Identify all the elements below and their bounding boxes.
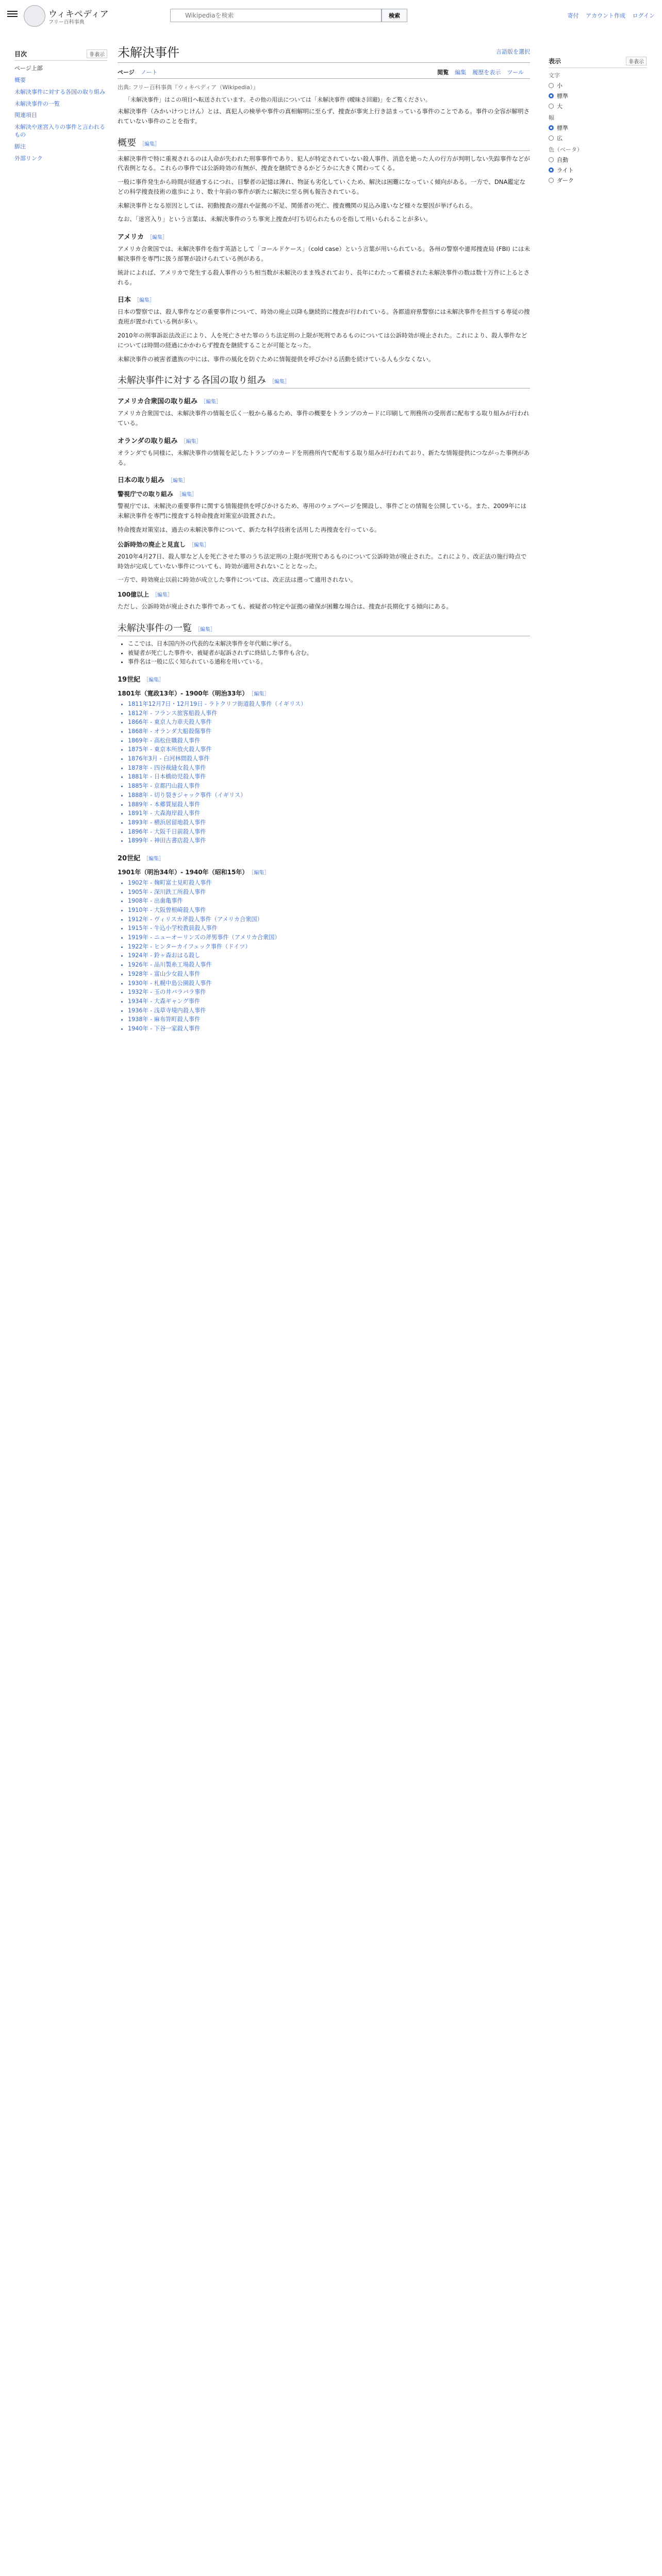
radio-color-light[interactable]: [549, 166, 647, 174]
list-item: • 事件名は一般に広く知られている通称を用いている。: [128, 657, 530, 667]
subsubsection-heading: [118, 590, 530, 599]
search-button[interactable]: 検索: [382, 9, 407, 22]
edit-link[interactable]: ［編集］: [269, 379, 290, 385]
donate-link[interactable]: 寄付: [567, 12, 579, 19]
toc-item[interactable]: 関連項目: [14, 112, 37, 119]
subsection-heading: [118, 853, 530, 862]
edit-link[interactable]: ［編集］: [180, 438, 202, 445]
case-list-item[interactable]: • 1869年 - 高松住職殺人事件: [128, 736, 530, 745]
case-list-item[interactable]: • 1891年 - 大森海岸殺人事件: [128, 809, 530, 818]
toc-item[interactable]: 脚注: [14, 143, 26, 150]
article-content: [118, 33, 530, 1038]
text-size-label: 文字: [549, 72, 560, 79]
color-label: 色（ベータ）: [549, 146, 583, 153]
case-list-item[interactable]: • 1919年 - ニューオーリンズの斧男事件（アメリカ合衆国）: [128, 933, 530, 942]
table-of-contents: [14, 49, 107, 167]
case-list-item[interactable]: • 1899年 - 神田古書店殺人事件: [128, 836, 530, 845]
tab-read[interactable]: 閲覧: [437, 69, 449, 76]
edit-link[interactable]: ［編集］: [189, 542, 210, 548]
paragraph: 特命捜査対策室は、過去の未解決事件について、新たな科学技術を活用した再捜査を行っている。: [118, 526, 380, 533]
case-list-1801-1900: [128, 700, 530, 845]
login-link[interactable]: ログイン: [632, 12, 655, 19]
tab-edit[interactable]: 編集: [455, 69, 467, 76]
radio-icon: [549, 157, 554, 162]
toc-item[interactable]: 未解決事件に対する各国の取り組み: [14, 88, 105, 95]
subsubsection-title: 100億以上: [118, 591, 150, 599]
wikipedia-logo[interactable]: [24, 5, 45, 27]
paragraph: オランダでも同様に、未解決事件の情報を記したトランプのカードを刑務所内で配布する取り組みが行われており、新たな情報提供につながった事例がある。: [118, 449, 530, 466]
case-list-item[interactable]: • 1934年 - 大森ギャング事件: [128, 997, 530, 1006]
section-heading: [118, 621, 530, 636]
section-title: 未解決事件に対する各国の取り組み: [118, 375, 266, 386]
radio-icon: [549, 83, 554, 88]
radio-text-small[interactable]: [549, 81, 647, 90]
radio-selected-icon: [549, 167, 554, 173]
edit-link[interactable]: ［編集］: [201, 399, 222, 405]
radio-text-standard[interactable]: [549, 92, 647, 100]
case-list-item[interactable]: • 1912年 - ヴィリスカ斧殺人事件（アメリカ合衆国）: [128, 915, 530, 924]
case-list-item[interactable]: • 1878年 - 四谷裁縫女殺人事件: [128, 764, 530, 773]
case-list-item[interactable]: • 1875年 - 東京本所放火殺人事件: [128, 745, 530, 754]
paragraph: 未解決事件となる原因としては、初動捜査の遅れや証拠の不足、関係者の死亡、捜査機関の見込み違いなど様々な要因が挙げられる。: [118, 201, 476, 209]
paragraph: 一般に事件発生から時間が経過するにつれ、目撃者の記憶は薄れ、物証も劣化していくため、解決は困難になっていく傾向がある。一方で、DNA鑑定などの科学捜査技術の進歩により、数十年前の事件が新たに解決に至る例も報告されている。: [118, 178, 526, 195]
subsubsection-heading: [118, 489, 530, 498]
subsection-heading: [118, 294, 530, 304]
edit-link[interactable]: ［編集］: [143, 856, 164, 862]
case-list-item[interactable]: • 1940年 - 下谷一家殺人事件: [128, 1024, 530, 1033]
subsection-title: アメリカ: [118, 233, 144, 242]
toc-title: 目次: [14, 50, 27, 58]
page-title: 未解決事件: [118, 45, 179, 60]
radio-text-large[interactable]: [549, 102, 647, 110]
width-label: 幅: [549, 114, 554, 121]
language-selector[interactable]: 言語版を選択: [496, 48, 530, 55]
subsubsection-title: 1901年（明治34年）- 1940年（昭和15年）: [118, 868, 249, 876]
section-heading: [118, 135, 530, 151]
subsection-heading: [118, 674, 530, 684]
radio-icon: [549, 104, 554, 109]
notes-list: [128, 639, 530, 667]
site-name[interactable]: ウィキペディア: [48, 9, 109, 20]
case-list-item[interactable]: • 1932年 - 玉の井バラバラ事件: [128, 988, 530, 997]
edit-link[interactable]: ［編集］: [143, 677, 164, 683]
case-list-item[interactable]: • 1866年 - 東京人力車夫殺人事件: [128, 718, 530, 727]
edit-link[interactable]: ［編集］: [195, 626, 216, 633]
subsection-heading: [118, 396, 530, 405]
edit-link[interactable]: ［編集］: [139, 141, 160, 147]
subsection-title: オランダの取り組み: [118, 437, 178, 445]
case-list-item[interactable]: • 1908年 - 出歯亀事件: [128, 896, 530, 906]
section-title: 概要: [118, 137, 136, 148]
page-title-bar: [118, 42, 530, 63]
case-list-item[interactable]: • 1889年 - 本郷質屋殺人事件: [128, 800, 530, 809]
radio-selected-icon: [549, 93, 554, 98]
case-list-item[interactable]: • 1811年12月7日・12月19日 - ラトクリフ街道殺人事件（イギリス）: [128, 700, 530, 709]
header: [0, 0, 662, 30]
subsection-heading: [118, 435, 530, 445]
case-list-item[interactable]: • 1915年 - 牛込小学校教員殺人事件: [128, 924, 530, 933]
case-list-1901-1940: [128, 878, 530, 1033]
case-list-item[interactable]: • 1885年 - 京都円山殺人事件: [128, 782, 530, 791]
edit-link[interactable]: ［編集］: [134, 298, 155, 304]
case-list-item[interactable]: • 1936年 - 浅草寺境内殺人事件: [128, 1006, 530, 1015]
case-list-item[interactable]: • 1928年 - 富山少女殺人事件: [128, 970, 530, 979]
radio-width-standard[interactable]: [549, 124, 647, 132]
radio-width-wide[interactable]: [549, 134, 647, 142]
radio-icon: [549, 178, 554, 183]
from-note: 出典: フリー百科事典『ウィキペディア（Wikipedia）』: [118, 84, 259, 91]
subsection-title: 日本: [118, 296, 131, 304]
tab-history[interactable]: 履歴を表示: [472, 69, 501, 76]
edit-link[interactable]: ［編集］: [176, 492, 197, 498]
search-input[interactable]: [170, 9, 382, 22]
lead-paragraph: 未解決事件（みかいけつじけん）とは、真犯人の検挙や事件の真相解明に至らず、捜査が事実上行き詰まっている事件のことである。事件の全容が解明されていない事件のことを指す。: [118, 108, 530, 125]
subsection-title: 19世紀: [118, 675, 141, 684]
toc-item[interactable]: 未解決や迷宮入りの事件と言われるもの: [14, 124, 105, 139]
toc-item[interactable]: 未解決事件の一覧: [14, 100, 60, 107]
case-list-item[interactable]: • 1896年 - 大阪千日前殺人事件: [128, 827, 530, 837]
paragraph: 2010年の刑事訴訟法改正により、人を死亡させた罪のうち法定刑の上限が死刑であるものについては公訴時効が廃止された。これにより、殺人事件などについては時間の経過にかかわらず捜査を継続することが可能となった。: [118, 331, 527, 349]
case-list-item[interactable]: • 1905年 - 深川鉄工所殺人事件: [128, 888, 530, 897]
site-tagline: フリー百科事典: [48, 20, 85, 25]
toc-item[interactable]: 外部リンク: [14, 155, 43, 162]
case-list-item[interactable]: • 1876年3月 - 白河林間殺人事件: [128, 754, 530, 764]
case-list-item[interactable]: • 1893年 - 横浜居留地殺人事件: [128, 818, 530, 827]
paragraph: 一方で、時効廃止以前に時効が成立した事件については、改正法は遡って適用されない。: [118, 576, 357, 584]
subsection-heading: [118, 474, 530, 484]
toc-hide-button[interactable]: 非表示: [87, 49, 107, 58]
appearance-panel: [549, 52, 647, 187]
paragraph: 2010年4月27日、殺人罪など人を死亡させた罪のうち法定刑の上限が死刑であるものについて公訴時効が廃止された。これにより、改正法の施行時点で時効が完成していない事件についても、時効が適用されないこととなった。: [118, 552, 527, 570]
toc-item-top[interactable]: ページ上部: [14, 65, 43, 72]
tab-tools[interactable]: ツール: [507, 69, 524, 76]
page-tabs: [118, 66, 530, 79]
radio-selected-icon: [549, 125, 554, 130]
case-list-item[interactable]: • 1881年 - 日本橋幼児殺人事件: [128, 772, 530, 782]
radio-icon: [549, 135, 554, 141]
radio-color-dark[interactable]: [549, 176, 647, 184]
tab-page[interactable]: ページ: [118, 69, 135, 76]
case-list-item[interactable]: • 1910年 - 大阪曾根崎殺人事件: [128, 906, 530, 915]
case-list-item[interactable]: • 1924年 - 鈴ヶ森おはる殺し: [128, 951, 530, 960]
paragraph: アメリカ合衆国では、未解決事件の情報を広く一般から募るため、事件の概要をトランプのカードに印刷して刑務所の受刑者に配布する取り組みが行われている。: [118, 410, 529, 427]
case-list-item[interactable]: • 1930年 - 札幌中島公園殺人事件: [128, 979, 530, 988]
case-list-item[interactable]: • 1812年 - フランス旅客船殺人事件: [128, 709, 530, 718]
create-account-link[interactable]: アカウント作成: [586, 12, 626, 19]
subsubsection-title: 1801年（寛政13年）- 1900年（明治33年）: [118, 689, 249, 697]
case-list-item[interactable]: • 1888年 - 切り裂きジャック事件（イギリス）: [128, 791, 530, 800]
paragraph: 未解決事件で特に重視されるのは人命が失われた刑事事件であり、犯人が特定されていない殺人事件、消息を絶った人の行方が判明しない失踪事件などが代表例となる。これらの事件では公訴時効の有無が、捜査を継続できるかどうかに大きく関わってくる。: [118, 155, 530, 172]
paragraph: 未解決事件の被害者遺族の中には、事件の風化を防ぐために情報提供を呼びかける活動を続けている人も少なくない。: [118, 355, 435, 363]
edit-link[interactable]: ［編集］: [152, 592, 173, 599]
edit-link[interactable]: ［編集］: [251, 691, 270, 697]
subsection-title: 20世紀: [118, 854, 141, 862]
search-box: [170, 9, 400, 22]
toc-item[interactable]: 概要: [14, 76, 26, 83]
paragraph: アメリカ合衆国では、未解決事件を指す英語として「コールドケース」（cold case）という言葉が用いられている。各州の警察や連邦捜査局 (FBI) には未解決事件を専門に扱う部署が設けられている例がある。: [118, 245, 531, 263]
paragraph: 統計によれば、アメリカで発生する殺人事件のうち相当数が未解決のまま残されており、長年にわたって蓄積された未解決事件の数は数十万件に上るとされる。: [118, 268, 530, 286]
subsubsection-title: 警視庁での取り組み: [118, 490, 174, 498]
radio-label: 自動: [557, 157, 568, 163]
radio-label: ダーク: [557, 177, 574, 184]
subsection-title: アメリカ合衆国の取り組み: [118, 398, 198, 406]
main-menu-icon[interactable]: [7, 9, 18, 20]
section-title: 未解決事件の一覧: [118, 622, 192, 634]
subsubsection-title: 公訴時効の廃止と見直し: [118, 540, 186, 548]
subsection-title: 日本の取り組み: [118, 477, 165, 485]
edit-link[interactable]: ［編集］: [251, 870, 270, 876]
radio-label: 小: [557, 82, 562, 89]
tab-talk[interactable]: ノート: [140, 69, 158, 76]
case-list-item[interactable]: • 1902年 - 麹町富士見町殺人事件: [128, 878, 530, 888]
paragraph: 日本の警察では、殺人事件などの重要事件について、時効の廃止以降も継続的に捜査が行われている。各都道府県警察には未解決事件を担当する専従の捜査班が置かれている例が多い。: [118, 308, 530, 326]
radio-color-auto[interactable]: [549, 156, 647, 164]
subsection-heading: [118, 231, 530, 241]
appearance-hide-button[interactable]: 非表示: [626, 57, 647, 65]
case-list-item[interactable]: • 1938年 - 麻布笄町殺人事件: [128, 1015, 530, 1024]
edit-link[interactable]: ［編集］: [147, 235, 168, 241]
edit-link[interactable]: ［編集］: [168, 478, 189, 484]
appearance-title: 表示: [549, 58, 561, 65]
list-item: • 被疑者が死亡した事件や、被疑者が起訴されずに終結した事件も含む。: [128, 649, 530, 658]
case-list-item[interactable]: • 1926年 - 品川製糸工場殺人事件: [128, 960, 530, 970]
hatnote: 「未解決事件」はこの項目へ転送されています。その他の用法については「未解決事件 (曖昧さ回避)」をご覧ください。: [125, 96, 431, 103]
subsubsection-heading: [118, 868, 530, 876]
personal-tools: [562, 11, 655, 20]
radio-label: 大: [557, 103, 562, 110]
subsubsection-heading: [118, 540, 530, 549]
radio-label: 標準: [557, 93, 568, 99]
radio-label: 広: [557, 135, 562, 142]
paragraph: ただし、公訴時効が廃止された事件であっても、被疑者の特定や証拠の確保が困難な場合は、捜査が長期化する傾向にある。: [118, 603, 453, 611]
paragraph: 警視庁では、未解決の重要事件に関する情報提供を呼びかけるため、専用のウェブページを開設し、事件ごとの情報を公開している。また、2009年には未解決事件を専門に捜査する特命捜査対策室が設置された。: [118, 502, 527, 520]
radio-label: ライト: [557, 167, 574, 174]
section-heading: [118, 373, 530, 388]
paragraph: なお、「迷宮入り」という言葉は、未解決事件のうち事実上捜査が打ち切られたものを指して用いられることが多い。: [118, 215, 432, 223]
list-item: • ここでは、日本国内外の代表的な未解決事件を年代順に挙げる。: [128, 639, 530, 649]
subsubsection-heading: [118, 689, 530, 698]
case-list-item[interactable]: • 1922年 - ヒンターカイフェック事件（ドイツ）: [128, 942, 530, 952]
radio-label: 標準: [557, 125, 568, 131]
case-list-item[interactable]: • 1868年 - オランダ大船殺傷事件: [128, 727, 530, 736]
